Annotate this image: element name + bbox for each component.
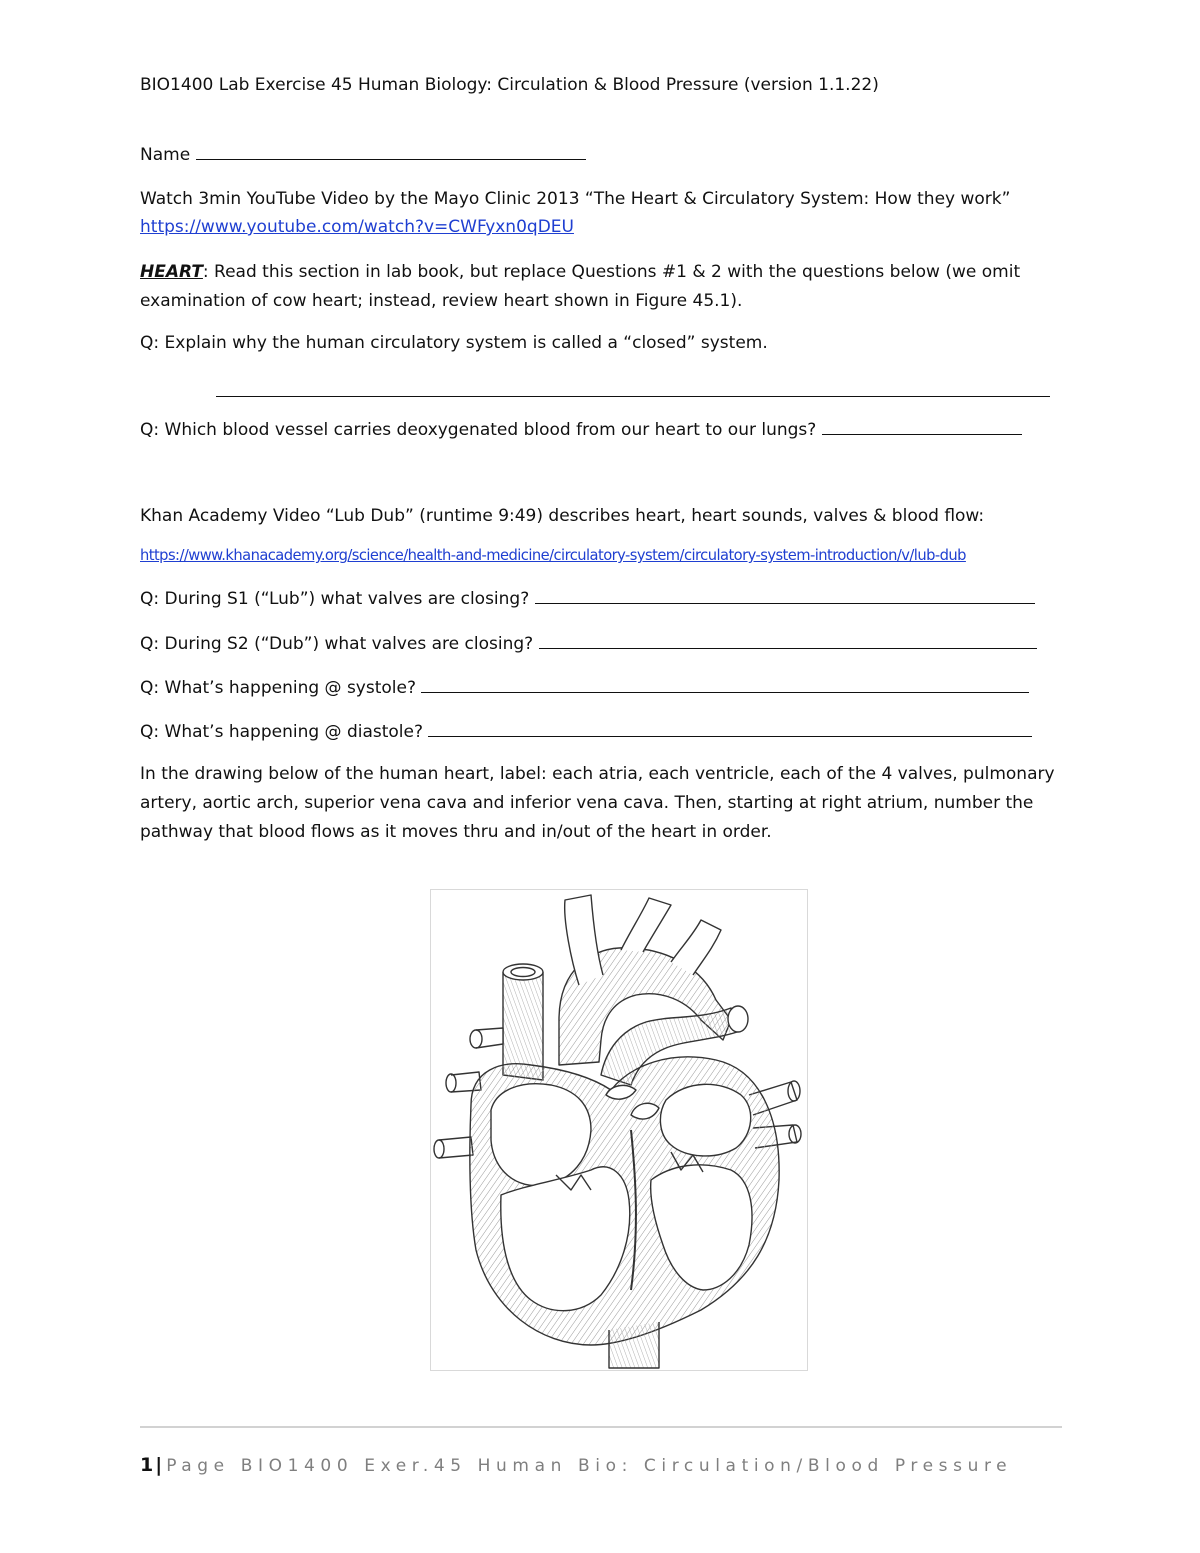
question-5-answer-line[interactable]	[421, 676, 1029, 693]
heart-keyword: HEART	[140, 262, 203, 282]
page-title: BIO1400 Lab Exercise 45 Human Biology: Circulation & Blood Pressure (version 1.1.22)	[140, 75, 879, 95]
aortic-branch-2	[621, 898, 671, 952]
name-line	[140, 143, 586, 166]
labeling-instructions: In the drawing below of the human heart, label: each atria, each ventricle, each of the 4 valves, pulmonary artery, aortic arch, superior vena cava and inferior vena cava. Then, starting at right atrium, number the pathway that blood flows as it moves thru and in/out of the heart in order.	[140, 764, 1055, 842]
question-6-answer-line[interactable]	[428, 720, 1032, 737]
name-field[interactable]	[196, 143, 586, 160]
footer-separator: |	[155, 1454, 163, 1476]
name-label: Name	[140, 145, 191, 165]
page-number: 1	[140, 1454, 154, 1476]
question-2-line	[140, 418, 1022, 441]
heart-section-paragraph	[140, 258, 1070, 316]
question-6-line	[140, 720, 1032, 743]
question-3: Q: During S1 (“Lub”) what valves are closing?	[140, 589, 530, 609]
khan-academy-link[interactable]: https://www.khanacademy.org/science/health-and-medicine/circulatory-system/circulatory-system-introduction/v/lub-dub	[140, 547, 966, 564]
svc-opening	[503, 964, 543, 980]
question-2: Q: Which blood vessel carries deoxygenated blood from our heart to our lungs?	[140, 420, 817, 440]
question-1-answer-line[interactable]	[216, 396, 1050, 397]
left-atrium	[660, 1084, 750, 1156]
question-1: Q: Explain why the human circulatory system is called a “closed” system.	[140, 333, 768, 353]
question-3-answer-line[interactable]	[535, 587, 1035, 604]
video1-description: Watch 3min YouTube Video by the Mayo Clinic 2013 “The Heart & Circulatory System: How they work”	[140, 189, 1011, 209]
question-2-answer-line[interactable]	[822, 418, 1022, 435]
question-4-line	[140, 632, 1037, 655]
question-4-answer-line[interactable]	[539, 632, 1037, 649]
question-6: Q: What’s happening @ diastole?	[140, 722, 424, 742]
youtube-link[interactable]: https://www.youtube.com/watch?v=CWFyxn0qDEU	[140, 217, 574, 237]
heart-drawing	[431, 890, 807, 1370]
heart-section-text: : Read this section in lab book, but replace Questions #1 & 2 with the questions below (we omit examination of cow heart; instead, review heart shown in Figure 45.1).	[140, 262, 1021, 311]
page-footer	[140, 1452, 1012, 1479]
aortic-branch-1	[565, 895, 603, 985]
inferior-vena-cava	[609, 1322, 659, 1368]
question-3-line	[140, 587, 1035, 610]
question-5-line	[140, 676, 1029, 699]
question-4: Q: During S2 (“Dub”) what valves are closing?	[140, 634, 534, 654]
heart-diagram	[430, 889, 808, 1371]
question-5: Q: What’s happening @ systole?	[140, 678, 416, 698]
video2-description: Khan Academy Video “Lub Dub” (runtime 9:49) describes heart, heart sounds, valves & blood flow:	[140, 506, 985, 526]
footer-rule	[140, 1426, 1062, 1428]
footer-text: Page BIO1400 Exer.45 Human Bio: Circulation/Blood Pressure	[166, 1456, 1013, 1476]
